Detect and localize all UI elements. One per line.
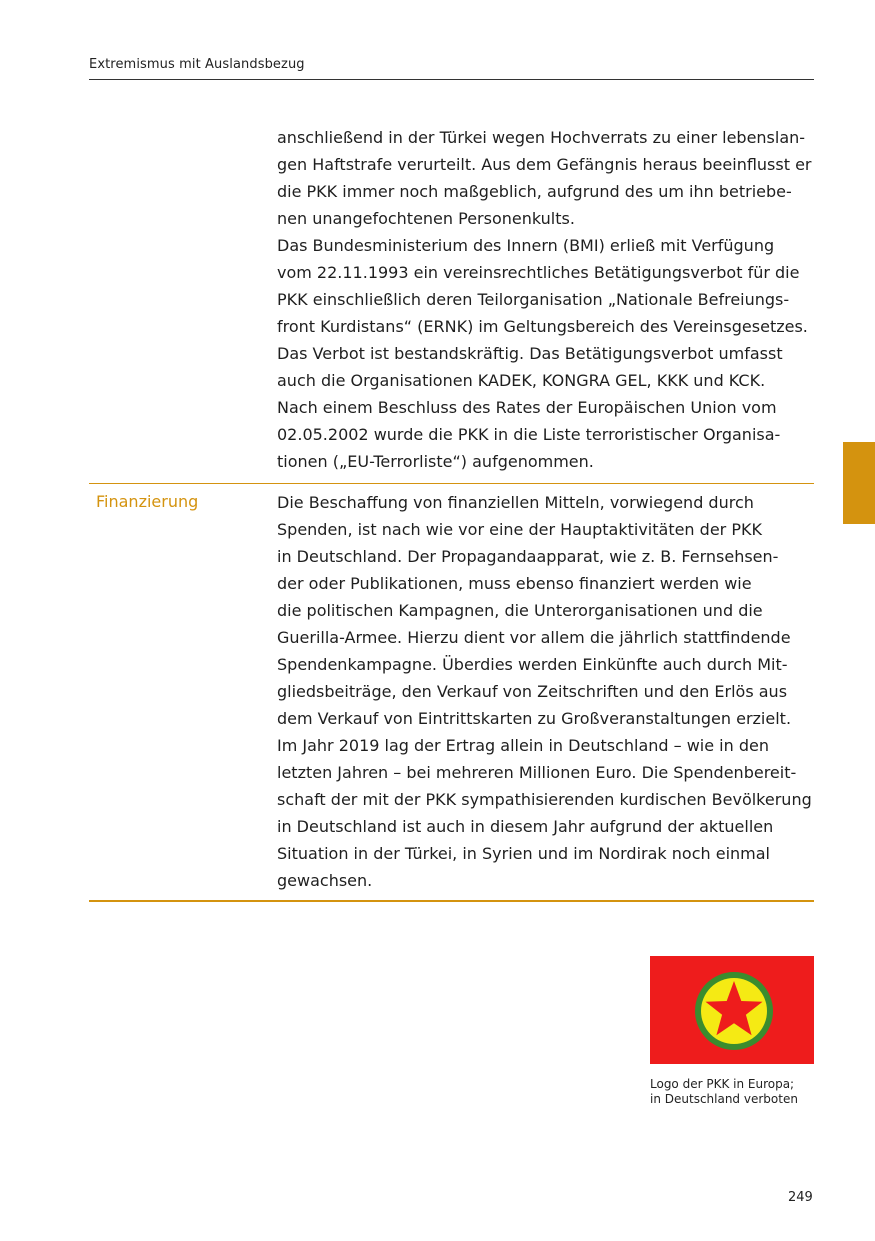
- text-line: anschließend in der Türkei wegen Hochverrats zu einer lebenslan-: [277, 128, 806, 147]
- row-text: [277, 124, 817, 475]
- text-line: front Kurdistans“ (ERNK) im Geltungsbereich des Vereinsgesetzes.: [277, 317, 808, 336]
- text-line: der oder Publikationen, muss ebenso finanziert werden wie: [277, 574, 752, 593]
- table-row: [89, 483, 814, 902]
- chapter-tab: [843, 442, 875, 524]
- text-line: dem Verkauf von Eintrittskarten zu Großveranstaltungen erzielt.: [277, 709, 792, 728]
- text-line: Situation in der Türkei, in Syrien und im Nordirak noch einmal: [277, 844, 770, 863]
- paragraph: [277, 124, 817, 475]
- text-line: auch die Organisationen KADEK, KONGRA GEL, KKK und KCK.: [277, 371, 766, 390]
- text-line: gliedsbeiträge, den Verkauf von Zeitschriften und den Erlös aus: [277, 682, 788, 701]
- text-line: in Deutschland. Der Propagandaapparat, wie z. B. Fernsehsen-: [277, 547, 779, 566]
- table-row: [89, 124, 814, 482]
- text-line: Das Bundesministerium des Innern (BMI) erließ mit Verfügung: [277, 236, 775, 255]
- text-line: Spenden, ist nach wie vor eine der Hauptaktivitäten der PKK: [277, 520, 762, 539]
- text-line: die politischen Kampagnen, die Unterorganisationen und die: [277, 601, 763, 620]
- text-line: Die Beschaffung von finanziellen Mitteln, vorwiegend durch: [277, 493, 754, 512]
- page-number: 249: [788, 1190, 813, 1205]
- text-line: gewachsen.: [277, 871, 373, 890]
- row-text: [277, 489, 817, 894]
- text-line: Im Jahr 2019 lag der Ertrag allein in Deutschland – wie in den: [277, 736, 769, 755]
- text-line: 02.05.2002 wurde die PKK in die Liste terroristischer Organisa-: [277, 425, 781, 444]
- text-line: die PKK immer noch maßgeblich, aufgrund des um ihn betriebe-: [277, 182, 792, 201]
- text-line: in Deutschland ist auch in diesem Jahr aufgrund der aktuellen: [277, 817, 774, 836]
- paragraph: [277, 489, 817, 894]
- figure-caption: [650, 1077, 798, 1107]
- text-line: nen unangefochtenen Personenkults.: [277, 209, 575, 228]
- text-line: PKK einschließlich deren Teilorganisation „Nationale Befreiungs-: [277, 290, 790, 309]
- text-line: vom 22.11.1993 ein vereinsrechtliches Betätigungsverbot für die: [277, 263, 800, 282]
- text-line: letzten Jahren – bei mehreren Millionen Euro. Die Spendenbereit-: [277, 763, 797, 782]
- text-line: Das Verbot ist bestandskräftig. Das Betätigungsverbot umfasst: [277, 344, 783, 363]
- text-line: Spendenkampagne. Überdies werden Einkünfte auch durch Mit-: [277, 655, 788, 674]
- caption-line: in Deutschland verboten: [650, 1092, 798, 1106]
- text-line: schaft der mit der PKK sympathisierenden kurdischen Bevölkerung: [277, 790, 812, 809]
- text-line: Guerilla-Armee. Hierzu dient vor allem die jährlich stattfindende: [277, 628, 791, 647]
- text-line: Nach einem Beschluss des Rates der Europäischen Union vom: [277, 398, 777, 417]
- row-label-finanzierung: Finanzierung: [96, 492, 199, 511]
- text-line: gen Haftstrafe verurteilt. Aus dem Gefängnis heraus beeinflusst er: [277, 155, 812, 174]
- pkk-flag-image: [650, 956, 814, 1064]
- text-line: tionen („EU-Terrorliste“) aufgenommen.: [277, 452, 594, 471]
- caption-line: Logo der PKK in Europa;: [650, 1077, 795, 1091]
- running-head: Extremismus mit Auslandsbezug: [89, 57, 305, 72]
- header-rule: [89, 79, 814, 80]
